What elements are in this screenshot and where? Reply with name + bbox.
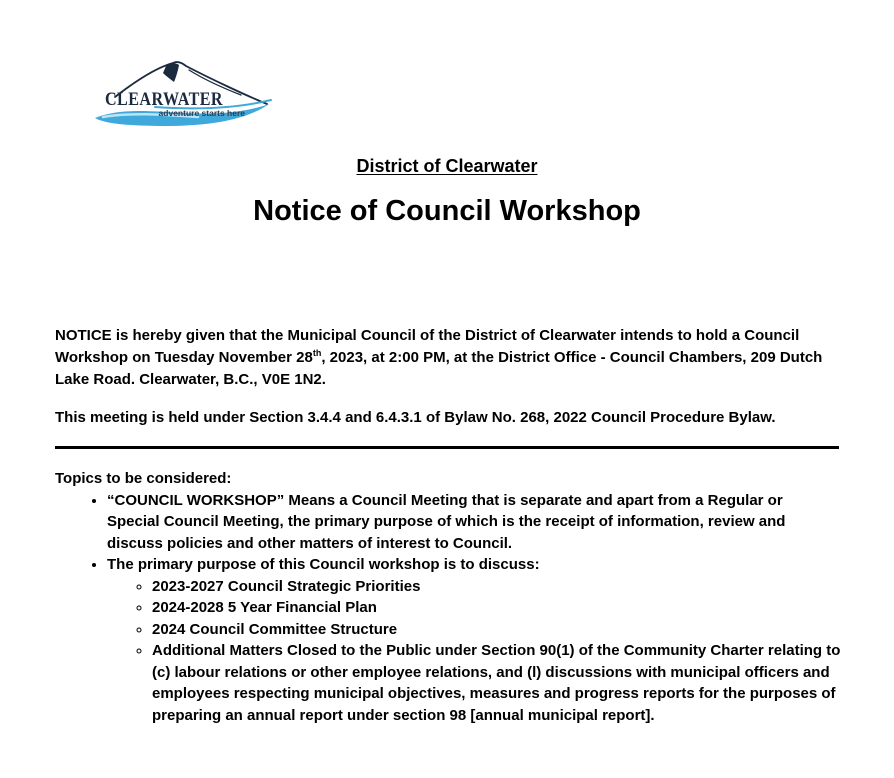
list-item: ◦ 2024 Council Committee Structure (152, 619, 842, 641)
list-item-text: The primary purpose of this Council workshop is to discuss: (107, 556, 540, 573)
notice-text-continued: , 2023, at 2:00 PM, at the District Office - Council Chambers, 209 Dutch Lake Road. Clearwater, B.C., V0E 1N2. (55, 349, 823, 388)
list-item: ◦ 2023-2027 Council Strategic Priorities (152, 576, 842, 598)
logo-tagline: adventure starts here (158, 108, 245, 118)
org-title: District of Clearwater (356, 156, 538, 176)
topics-label: Topics to be considered: (55, 470, 232, 487)
clearwater-logo (93, 55, 273, 135)
list-item (107, 554, 841, 726)
discussion-sublist (107, 576, 842, 727)
notice-text: NOTICE is hereby given that the Municipal Council of the District of Clearwater intends to hold a Council Workshop on Tuesday November 28 (55, 327, 800, 366)
ordinal-superscript: th (312, 348, 322, 358)
list-item: • “COUNCIL WORKSHOP” Means a Council Meeting that is separate and apart from a Regular or Special Council Meeting, the primary purpose of which is the receipt of information, review and discuss policies and other matters of interest to Council. (107, 490, 822, 555)
page-title: Notice of Council Workshop (253, 195, 641, 227)
list-item: ◦ 2024-2028 5 Year Financial Plan (152, 597, 842, 619)
notice-paragraph (55, 325, 839, 391)
horizontal-divider (55, 446, 839, 449)
list-item: ◦ Additional Matters Closed to the Public under Section 90(1) of the Community Charter relating to (c) labour relations or other employee relations, and (l) discussions with municipal officers and employees respecting municipal objectives, measures and progress reports for the purposes of preparing an annual report under section 98 [annual municipal report]. (152, 640, 842, 726)
bylaw-paragraph: This meeting is held under Section 3.4.4 and 6.4.3.1 of Bylaw No. 268, 2022 Council Procedure Bylaw. (55, 409, 776, 426)
logo-wordmark: CLEARWATER (105, 89, 223, 110)
topics-list (55, 490, 841, 727)
